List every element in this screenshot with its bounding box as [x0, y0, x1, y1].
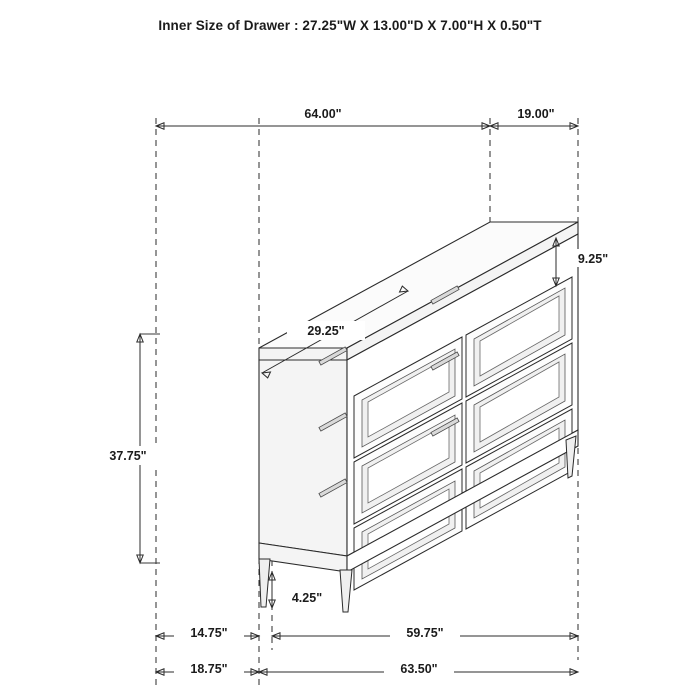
leg-back-right	[566, 436, 576, 478]
leg-front-center	[340, 570, 352, 612]
dim-side-depth-lower	[156, 623, 259, 641]
dim-label-base-width: 63.50"	[400, 662, 438, 676]
dim-label-side-depth-lower: 14.75"	[190, 626, 228, 640]
dim-label-overall-height: 37.75"	[109, 449, 147, 463]
dim-label-top-width: 64.00"	[304, 107, 342, 121]
dim-overall-height	[92, 334, 166, 563]
dim-label-leg-height: 4.25"	[291, 591, 323, 605]
dim-label-drawer-front-width: 29.25"	[307, 324, 345, 338]
dim-top-width	[156, 104, 490, 129]
dim-label-top-drawer-height: 9.25"	[577, 252, 609, 266]
dim-label-top-depth: 19.00"	[517, 107, 555, 121]
dim-label-base-depth: 18.75"	[190, 662, 228, 676]
dim-front-width-lower	[272, 623, 578, 641]
dim-label-front-width-lower: 59.75"	[406, 626, 444, 640]
page-title: Inner Size of Drawer : 27.25"W X 13.00"D X 7.00"H X 0.50"T	[158, 18, 542, 33]
dim-base-width	[259, 659, 578, 677]
dim-base-depth	[156, 659, 259, 677]
dresser-left-side-panel	[259, 360, 347, 556]
dim-top-depth	[490, 104, 578, 129]
dim-leg-height	[269, 572, 337, 608]
